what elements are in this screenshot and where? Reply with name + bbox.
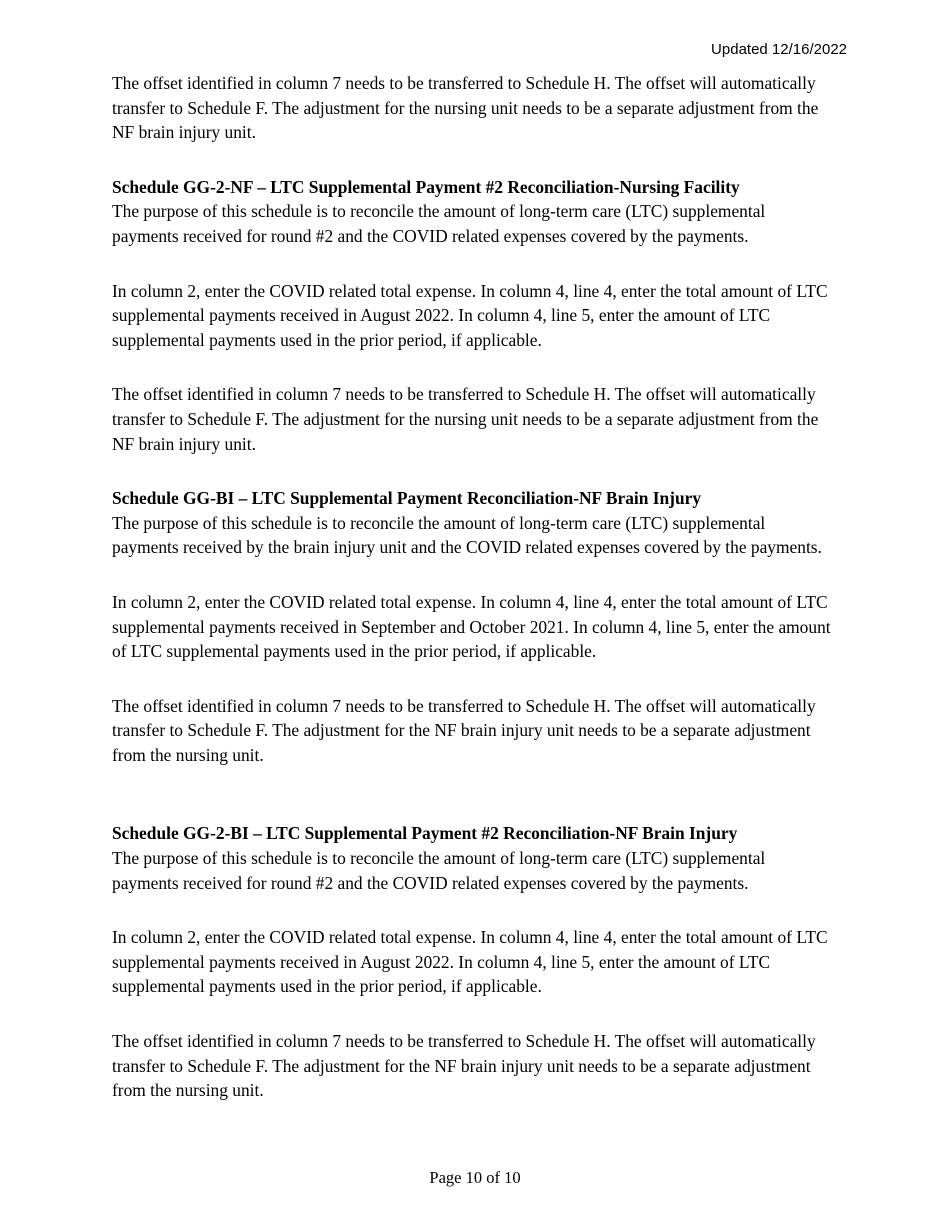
updated-date: Updated 12/16/2022 <box>711 41 847 58</box>
section-gg-2-nf <box>112 175 852 456</box>
instructions-paragraph: In column 2, enter the COVID related total expense. In column 4, line 4, enter the total amount of LTC supplemental payments received in August 2022. In column 4, line 5, enter the amount of LTC supplemental payments used in the prior period, if applicable. <box>112 927 828 997</box>
offset-paragraph: The offset identified in column 7 needs to be transferred to Schedule H. The offset will automatically transfer to Schedule F. The adjustment for the nursing unit needs to be a separate adjustment from the NF brain injury unit. <box>112 384 819 454</box>
section-title: Schedule GG-2-NF – LTC Supplemental Payment #2 Reconciliation-Nursing Facility <box>112 176 740 197</box>
offset-paragraph: The offset identified in column 7 needs to be transferred to Schedule H. The offset will automatically transfer to Schedule F. The adjustment for the NF brain injury unit needs to be a separate adjustment from the nursing unit. <box>112 695 816 765</box>
purpose-paragraph: The purpose of this schedule is to reconcile the amount of long-term care (LTC) supplemental payments received for round #2 and the COVID related expenses covered by the payments. <box>112 201 766 246</box>
purpose-paragraph: The purpose of this schedule is to reconcile the amount of long-term care (LTC) supplemental payments received for round #2 and the COVID related expenses covered by the payments. <box>112 848 766 893</box>
instructions-paragraph: In column 2, enter the COVID related total expense. In column 4, line 4, enter the total amount of LTC supplemental payments received in September and October 2021. In column 4, line 5, enter the amount of LTC supplemental payments used in the prior period, if applicable. <box>112 591 831 662</box>
page-number: Page 10 of 10 <box>429 1168 521 1187</box>
section-title: Schedule GG-2-BI – LTC Supplemental Payment #2 Reconciliation-NF Brain Injury <box>112 823 738 844</box>
offset-paragraph: The offset identified in column 7 needs to be transferred to Schedule H. The offset will automatically transfer to Schedule F. The adjustment for the NF brain injury unit needs to be a separate adjustment from the nursing unit. <box>112 1031 816 1101</box>
purpose-paragraph: The purpose of this schedule is to reconcile the amount of long-term care (LTC) supplemental payments received by the brain injury unit and the COVID related expenses covered by the payments. <box>112 512 822 558</box>
section-gg-2-bi <box>112 821 852 1102</box>
instructions-paragraph: In column 2, enter the COVID related total expense. In column 4, line 4, enter the total amount of LTC supplemental payments received in August 2022. In column 4, line 5, enter the amount of LTC supplemental payments used in the prior period, if applicable. <box>112 280 828 350</box>
intro-offset-paragraph: The offset identified in column 7 needs to be transferred to Schedule H. The offset will automatically transfer to Schedule F. The adjustment for the nursing unit needs to be a separate adjustment from the NF brain injury unit. <box>112 73 819 143</box>
section-title: Schedule GG-BI – LTC Supplemental Payment Reconciliation-NF Brain Injury <box>112 488 702 509</box>
document-body <box>112 71 852 1103</box>
section-gg-bi <box>112 486 852 767</box>
